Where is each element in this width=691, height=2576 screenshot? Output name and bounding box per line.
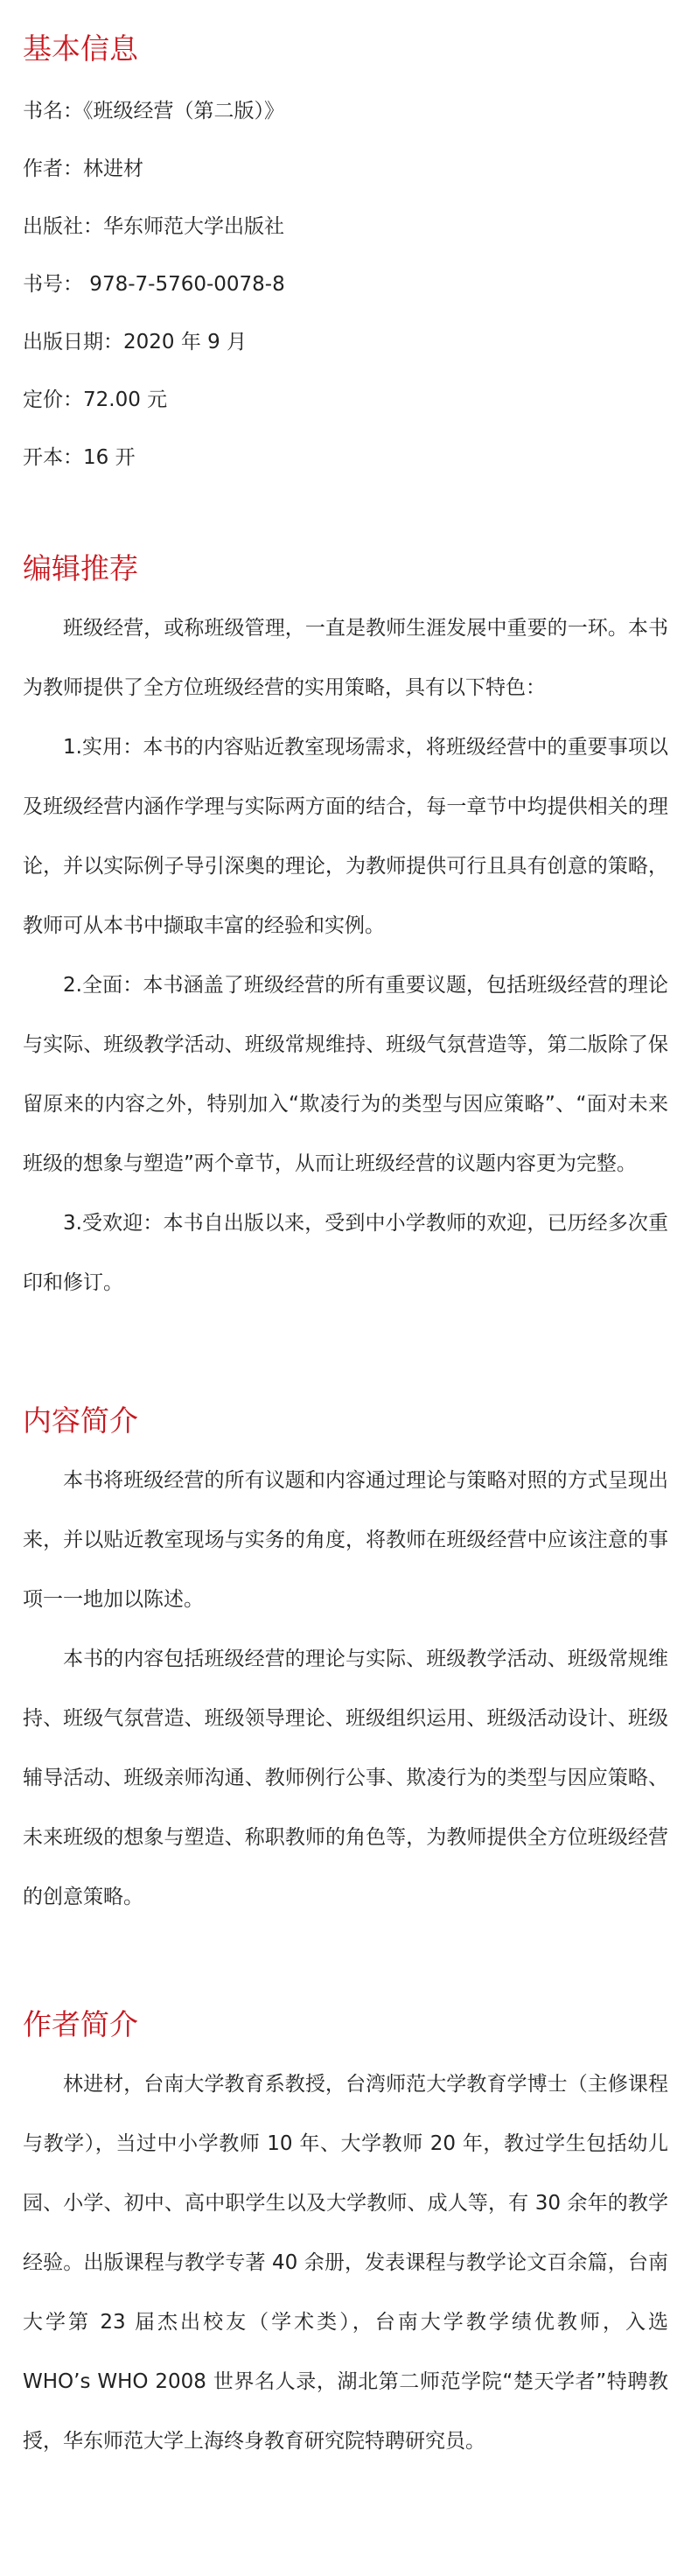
content-paragraph: 本书的内容包括班级经营的理论与实际、班级教学活动、班级常规维持、班级气氛营造、班级领导理论、班级组织运用、班级活动设计、班级辅导活动、班级亲师沟通、教师例行公事、欺凌行为的类型与因应策略、未来班级的想象与塑造、称职教师的角色等，为教师提供全方位班级经营的创意策略。 — [23, 1648, 668, 1908]
author-bio-section — [0, 2006, 691, 2453]
content-summary-section — [0, 1402, 691, 1908]
price-field: 定价：72.00 元 — [23, 388, 168, 411]
format-field: 开本：16 开 — [23, 446, 136, 469]
author-paragraph: 林进材，台南大学教育系教授，台湾师范大学教育学博士（主修课程与教学），当过中小学教师 10 年、大学教师 20 年，教过学生包括幼儿园、小学、初中、高中职学生以及大学教师、成人等，有 30 余年的教学经验。出版课程与教学专著 40 余册，发表课程与教学论文百余篇，台南大学第 23 届杰出校友（学术类），台南大学教学绩优教师，入选 WHO’s WHO 2008 世界名人录，湖北第二师范学院“楚天学者”特聘教授，华东师范大学上海终身教育研究院特聘研究员。 — [23, 2073, 668, 2453]
editor-paragraph: 班级经营，或称班级管理，一直是教师生涯发展中重要的一环。本书为教师提供了全方位班级经营的实用策略，具有以下特色： — [23, 617, 668, 699]
isbn-field: 书号： 978-7-5760-0078-8 — [23, 273, 285, 296]
editor-paragraph: 1.实用：本书的内容贴近教室现场需求，将班级经营中的重要事项以及班级经营内涵作学理与实际两方面的结合，每一章节中均提供相关的理论，并以实际例子导引深奥的理论，为教师提供可行且具有创意的策略，教师可从本书中撷取丰富的经验和实例。 — [23, 736, 668, 937]
content-summary-heading: 内容简介 — [23, 1404, 138, 1438]
publish-date-field: 出版日期：2020 年 9 月 — [23, 331, 248, 354]
editor-paragraph: 3.受欢迎：本书自出版以来，受到中小学教师的欢迎，已历经多次重印和修订。 — [23, 1212, 668, 1294]
book-title-field: 书名：《班级经营（第二版）》 — [23, 100, 284, 122]
basic-info-section — [0, 30, 691, 469]
editor-paragraph: 2.全面：本书涵盖了班级经营的所有重要议题，包括班级经营的理论与实际、班级教学活动、班级常规维持、班级气氛营造等，第二版除了保留原来的内容之外，特别加入“欺凌行为的类型与因应策略”、“面对未来班级的想象与塑造”两个章节，从而让班级经营的议题内容更为完整。 — [23, 974, 668, 1175]
author-bio-heading: 作者简介 — [23, 2007, 138, 2041]
editor-recommendation-section — [0, 550, 691, 1294]
editor-recommendation-heading: 编辑推荐 — [23, 551, 138, 585]
content-paragraph: 本书将班级经营的所有议题和内容通过理论与策略对照的方式呈现出来，并以贴近教室现场与实务的角度，将教师在班级经营中应该注意的事项一一地加以陈述。 — [23, 1469, 668, 1611]
basic-info-heading: 基本信息 — [23, 32, 138, 66]
publisher-field: 出版社：华东师范大学出版社 — [23, 215, 284, 238]
author-field: 作者：林进材 — [23, 158, 143, 180]
